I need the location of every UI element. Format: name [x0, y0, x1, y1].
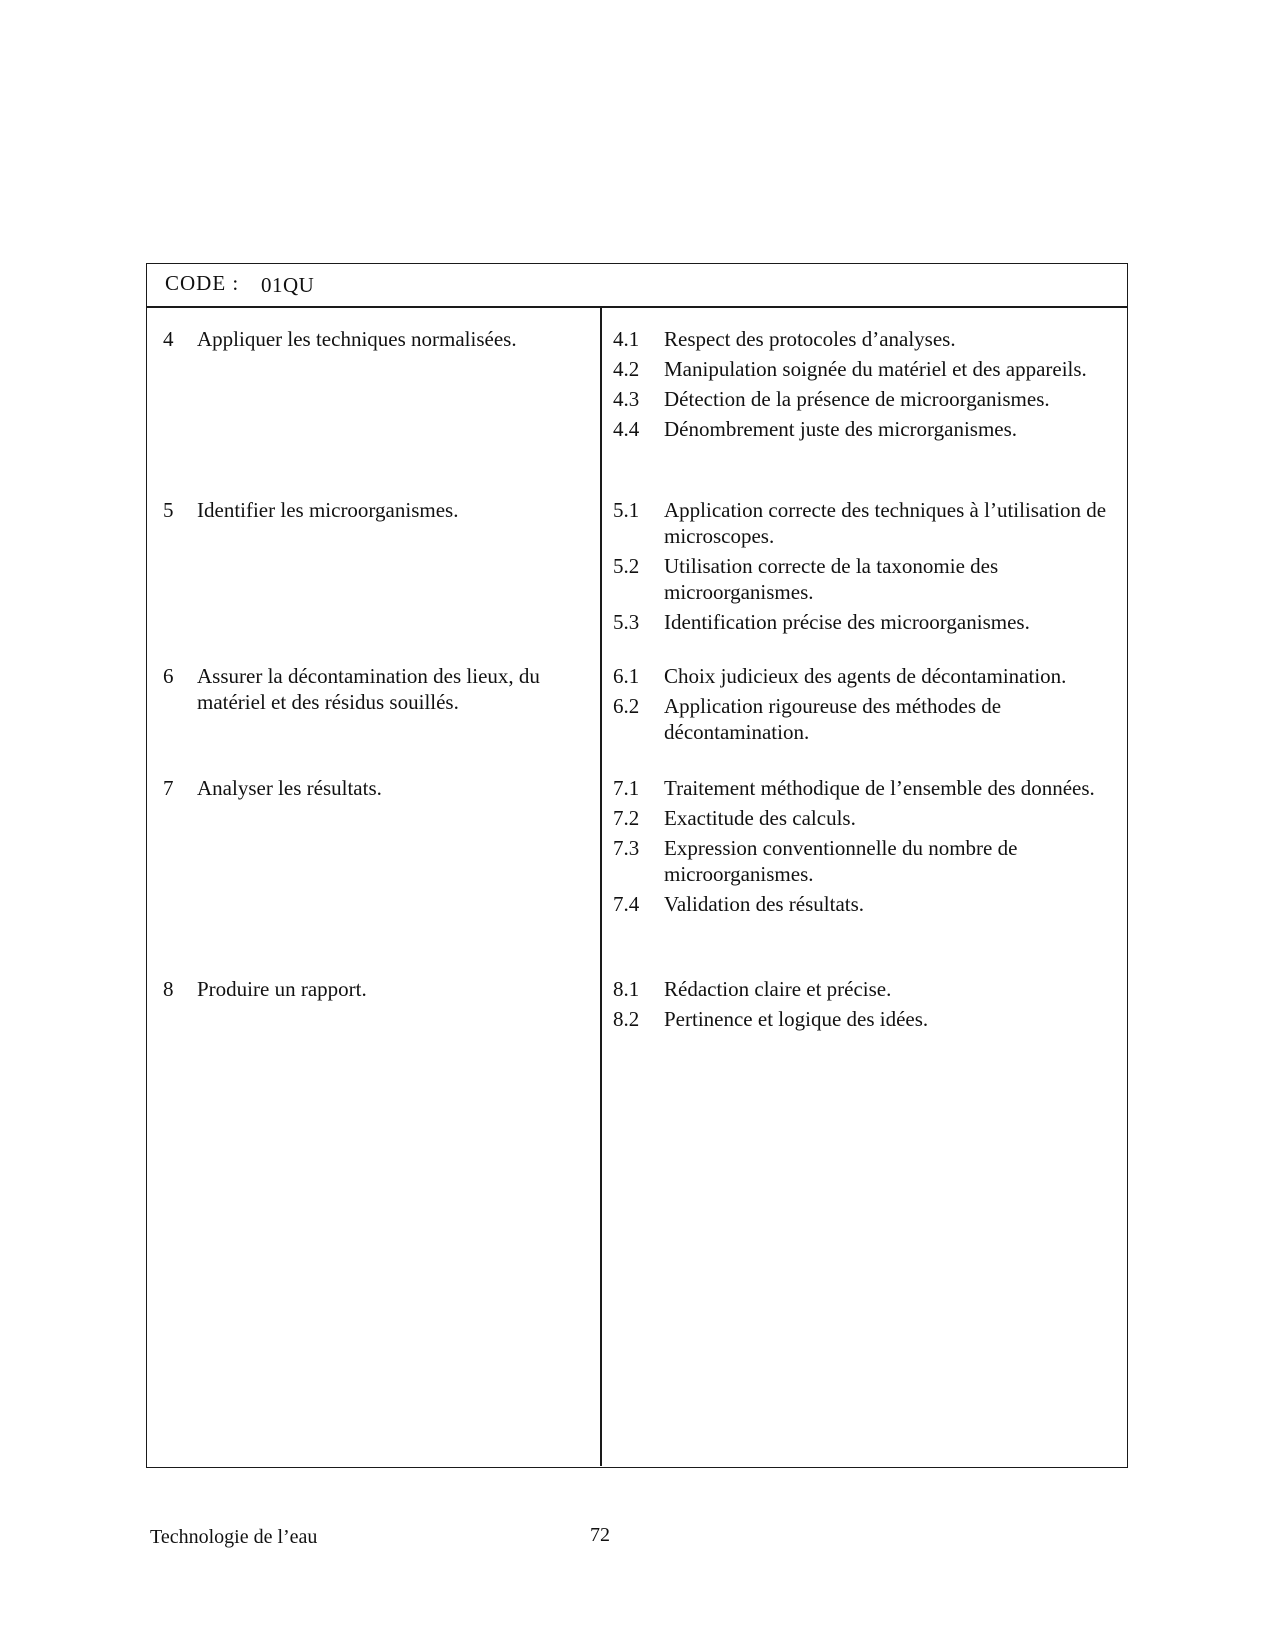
criterion-text: Application rigoureuse des méthodes de décontamination. [664, 694, 1002, 744]
element-text: Analyser les résultats. [197, 776, 382, 800]
criteria-group-4 [602, 326, 1127, 446]
criterion-number: 8.2 [613, 1007, 640, 1031]
criterion-text: Manipulation soignée du matériel et des appareils. [664, 357, 1087, 381]
criterion [602, 553, 1127, 605]
criterion-text: Utilisation correcte de la taxonomie des microorganismes. [664, 554, 999, 604]
element-number: 8 [163, 977, 174, 1001]
element-number: 7 [163, 776, 174, 800]
criterion-text: Expression conventionnelle du nombre de microorganismes. [664, 836, 1018, 886]
element-number: 4 [163, 327, 174, 351]
criterion [602, 891, 1127, 917]
criterion [602, 326, 1127, 352]
code-header [147, 264, 1127, 308]
element-text: Produire un rapport. [197, 977, 367, 1001]
criterion-text: Respect des protocoles d’analyses. [664, 327, 956, 351]
criterion-text: Validation des résultats. [664, 892, 865, 916]
criteria-group-6 [602, 663, 1127, 749]
criteria-group-7 [602, 775, 1127, 921]
element-text: Identifier les microorganismes. [197, 498, 459, 522]
page-number: 72 [590, 1524, 610, 1546]
criterion-text: Choix judicieux des agents de décontamination. [664, 664, 1067, 688]
criterion-text: Exactitude des calculs. [664, 806, 856, 830]
criterion-text: Traitement méthodique de l’ensemble des données. [664, 776, 1095, 800]
criterion [602, 835, 1127, 887]
criterion [602, 1006, 1127, 1032]
element-number: 5 [163, 498, 174, 522]
criterion [602, 356, 1127, 382]
criterion-number: 7.3 [613, 836, 640, 860]
criterion [602, 386, 1127, 412]
criterion-text: Identification précise des microorganismes. [664, 610, 1030, 634]
criterion [602, 663, 1127, 689]
criterion-number: 5.1 [613, 498, 640, 522]
criterion-number: 6.2 [613, 694, 640, 718]
criterion-number: 6.1 [613, 664, 640, 688]
footer-title: Technologie de l’eau [150, 1526, 318, 1548]
element-text: Appliquer les techniques normalisées. [197, 327, 517, 351]
element-number: 6 [163, 664, 174, 688]
criterion-number: 7.4 [613, 892, 640, 916]
criterion [602, 693, 1127, 745]
criterion-text: Pertinence et logique des idées. [664, 1007, 929, 1031]
criterion-number: 4.1 [613, 327, 640, 351]
criterion-number: 4.3 [613, 387, 640, 411]
element-text: Assurer la décontamination des lieux, du matériel et des résidus souillés. [197, 664, 540, 714]
criterion-number: 7.2 [613, 806, 640, 830]
code-label: CODE : [165, 271, 240, 295]
criterion-number: 7.1 [613, 776, 640, 800]
code-value: 01QU [261, 273, 315, 297]
criterion [602, 805, 1127, 831]
criterion-text: Application correcte des techniques à l’utilisation de microscopes. [664, 498, 1107, 548]
criterion [602, 976, 1127, 1002]
criterion-number: 5.3 [613, 610, 640, 634]
criterion-number: 4.4 [613, 417, 640, 441]
criterion-number: 4.2 [613, 357, 640, 381]
criterion [602, 416, 1127, 442]
criterion-number: 5.2 [613, 554, 640, 578]
criteria-group-8 [602, 976, 1127, 1036]
criterion-text: Dénombrement juste des microrganismes. [664, 417, 1018, 441]
criterion [602, 609, 1127, 635]
criterion-number: 8.1 [613, 977, 640, 1001]
criterion [602, 775, 1127, 801]
criterion [602, 497, 1127, 549]
competency-table [146, 263, 1128, 1468]
criteria-group-5 [602, 497, 1127, 639]
criterion-text: Rédaction claire et précise. [664, 977, 892, 1001]
criterion-text: Détection de la présence de microorganismes. [664, 387, 1050, 411]
